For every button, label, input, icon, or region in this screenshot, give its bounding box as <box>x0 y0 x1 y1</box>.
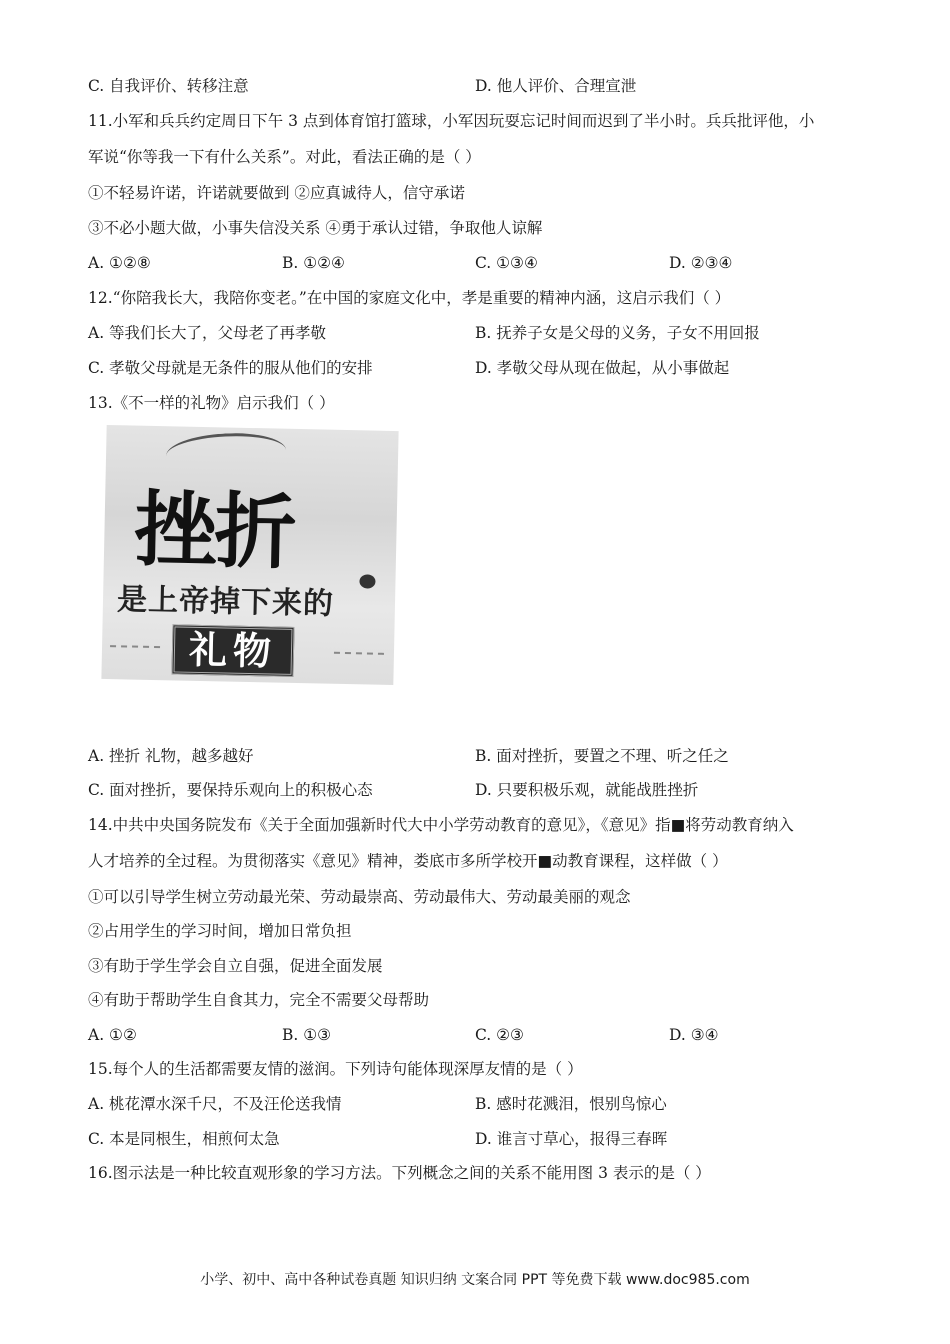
q14-stem-line1: 14.中共中央国务院发布《关于全面加强新时代大中小学劳动教育的意见》，《意见》指■将劳动教育纳入 <box>88 816 794 834</box>
q13-option-a: A. 挫折 礼物，越多越好 <box>88 747 254 765</box>
q13-option-c: C. 面对挫折，要保持乐观向上的积极心态 <box>88 781 373 799</box>
q11-option-b: B. ①②④ <box>282 254 345 272</box>
q13-option-d: D. 只要积极乐观，就能战胜挫折 <box>475 781 699 799</box>
q15-option-b: B. 感时花溅泪，恨别鸟惊心 <box>475 1095 667 1113</box>
q12-option-d: D. 孝敬父母从现在做起，从小事做起 <box>475 359 730 377</box>
q12-option-c: C. 孝敬父母就是无条件的服从他们的安排 <box>88 359 373 377</box>
q15-option-a: A. 桃花潭水深千尺，不及汪伦送我情 <box>88 1095 342 1113</box>
q14-stem-line2: 人才培养的全过程。为贯彻落实《意见》精神，娄底市多所学校开■动教育课程，这样做（ ） <box>88 852 728 870</box>
q12-stem: 12.“你陪我长大，我陪你变老。”在中国的家庭文化中，孝是重要的精神内涵，这启示我们（ ） <box>88 289 731 307</box>
q14-option-a: A. ①② <box>88 1026 137 1044</box>
page-footer: 小学、初中、高中各种试卷真题 知识归纳 文案合同 PPT 等免费下载 www.doc985.com <box>200 1272 750 1288</box>
q11-option-a: A. ①②⑧ <box>88 254 151 272</box>
q10-option-d: D. 他人评价、合理宣泄 <box>475 77 637 95</box>
q13-option-b: B. 面对挫折，要置之不理、听之任之 <box>475 747 729 765</box>
q11-statements-1-2: ①不轻易许诺，许诺就要做到 ②应真诚待人，信守承诺 <box>88 184 465 202</box>
q13-stem: 13.《不一样的礼物》启示我们（ ） <box>88 394 335 412</box>
q14-option-b: B. ①③ <box>282 1026 332 1044</box>
q14-statement-1: ①可以引导学生树立劳动最光荣、劳动最崇高、劳动最伟大、劳动最美丽的观念 <box>88 888 631 906</box>
figure-gift-label: 礼物 <box>171 624 294 677</box>
ribbon-decoration <box>165 431 287 476</box>
q11-statements-3-4: ③不必小题大做，小事失信没关系 ④勇于承认过错，争取他人谅解 <box>88 219 543 237</box>
q11-option-d: D. ②③④ <box>669 254 733 272</box>
q11-stem-line2: 军说“你等我一下有什么关系”。对此，看法正确的是（ ） <box>88 148 481 166</box>
q14-statement-2: ②占用学生的学习时间，增加日常负担 <box>88 922 352 940</box>
q14-statement-3: ③有助于学生学会自立自强，促进全面发展 <box>88 957 383 975</box>
figure-subtitle-text: 是上帝掉下来的 <box>116 582 335 622</box>
q15-stem: 15.每个人的生活都需要友情的滋润。下列诗句能体现深厚友情的是（ ） <box>88 1060 583 1078</box>
q16-stem: 16.图示法是一种比较直观形象的学习方法。下列概念之间的关系不能用图 3 表示的是（ ） <box>88 1164 711 1182</box>
q13-gift-image <box>101 425 398 685</box>
scissors-dash-decoration <box>334 652 384 655</box>
q12-option-b: B. 抚养子女是父母的义务，子女不用回报 <box>475 324 760 342</box>
q12-option-a: A. 等我们长大了，父母老了再孝敬 <box>88 324 327 342</box>
q15-option-c: C. 本是同根生，相煎何太急 <box>88 1130 280 1148</box>
q14-option-c: C. ②③ <box>475 1026 524 1044</box>
q11-stem-line1: 11.小军和兵兵约定周日下午 3 点到体育馆打篮球，小军因玩耍忘记时间而迟到了半小时。兵兵批评他，小 <box>88 112 815 130</box>
ink-blot-decoration <box>359 574 375 588</box>
figure-title-text: 挫折 <box>133 482 296 581</box>
q14-statement-4: ④有助于帮助学生自食其力，完全不需要父母帮助 <box>88 991 430 1009</box>
q14-option-d: D. ③④ <box>669 1026 719 1044</box>
scissors-dash-decoration <box>110 645 160 648</box>
q15-option-d: D. 谁言寸草心，报得三春晖 <box>475 1130 668 1148</box>
q10-option-c: C. 自我评价、转移注意 <box>88 77 249 95</box>
q11-option-c: C. ①③④ <box>475 254 538 272</box>
